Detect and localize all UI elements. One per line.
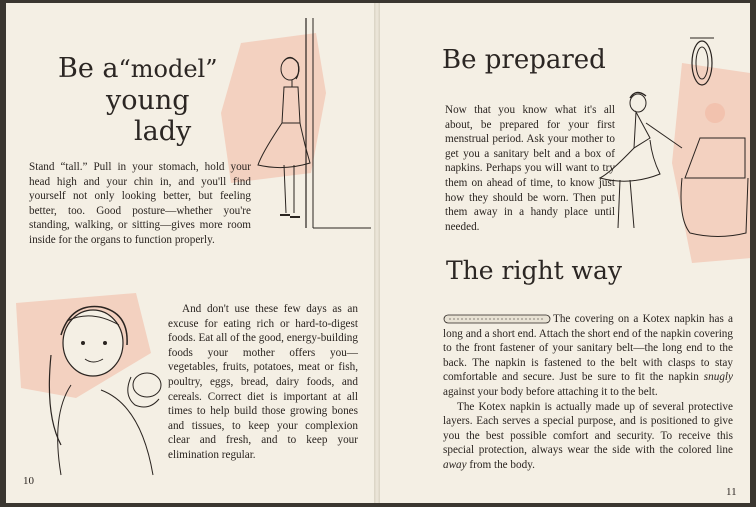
title-be-prepared: Be prepared — [442, 45, 606, 75]
posture-paragraph: Stand “tall.” Pull in your stomach, hold your head high and your chin in, and you'll find yourself not only looking better, but feeling better, too. Good posture—whether you're standing, walking, or sitting—gives more room inside for the organs to function properly. — [29, 161, 251, 246]
title-line-2: young — [106, 85, 190, 116]
title-line-3: lady — [134, 116, 192, 147]
right-way-paragraph-1: The covering on a Kotex napkin has a long and a short end. Attach the short end of the napkin covering to the front fastener of your sanitary belt—the long end to the back. The napkin is fastened to the belt with clasps to stay comfortable and secure. Just be sure to fit the napkin snugly against your body before attaching it to the belt. — [443, 313, 733, 398]
posture-paragraph-block — [29, 160, 251, 248]
standing-girl-illustration — [254, 53, 314, 228]
page-number-left: 10 — [23, 475, 34, 487]
right-way-paragraph-2: The Kotex napkin is actually made up of several protective layers. Each serves a special purpose, and is positioned to give you the best possible comfort and security. To receive this special protection, always wear the side with the colored line away from the body. — [443, 400, 733, 471]
right-page — [380, 3, 750, 503]
girl-at-dresser-illustration — [590, 28, 750, 243]
prepared-paragraph: Now that you know what it's all about, be prepared for your first menstrual period. Ask your mother to get you a sanitary belt and a box of napkins. Perhaps you will want to try them on ahead of time, to know just how they should be worn. Then put them away in a handy place until needed. — [445, 104, 615, 233]
girl-with-cup-illustration — [31, 295, 171, 485]
diet-paragraph-block — [168, 302, 358, 463]
title-line-1: Be a“model” — [58, 53, 218, 84]
left-page — [6, 3, 374, 503]
page-number-right: 11 — [726, 486, 737, 498]
diet-paragraph: And don't use these few days as an excuse for eating rich or hard-to-digest foods. Eat all of the good, energy-building foods your mother offers you—vegetables, fruits, potatoes, meat or fish, poultry, eggs, bread, dairy foods, and cereals. Correct diet is important at all times to help build those growing bones and tissues, to keep your complexion clear and fresh, and to keep your elimination regular. — [168, 303, 358, 461]
right-way-paragraph-block — [443, 312, 733, 473]
title-the-right-way: The right way — [446, 256, 622, 285]
